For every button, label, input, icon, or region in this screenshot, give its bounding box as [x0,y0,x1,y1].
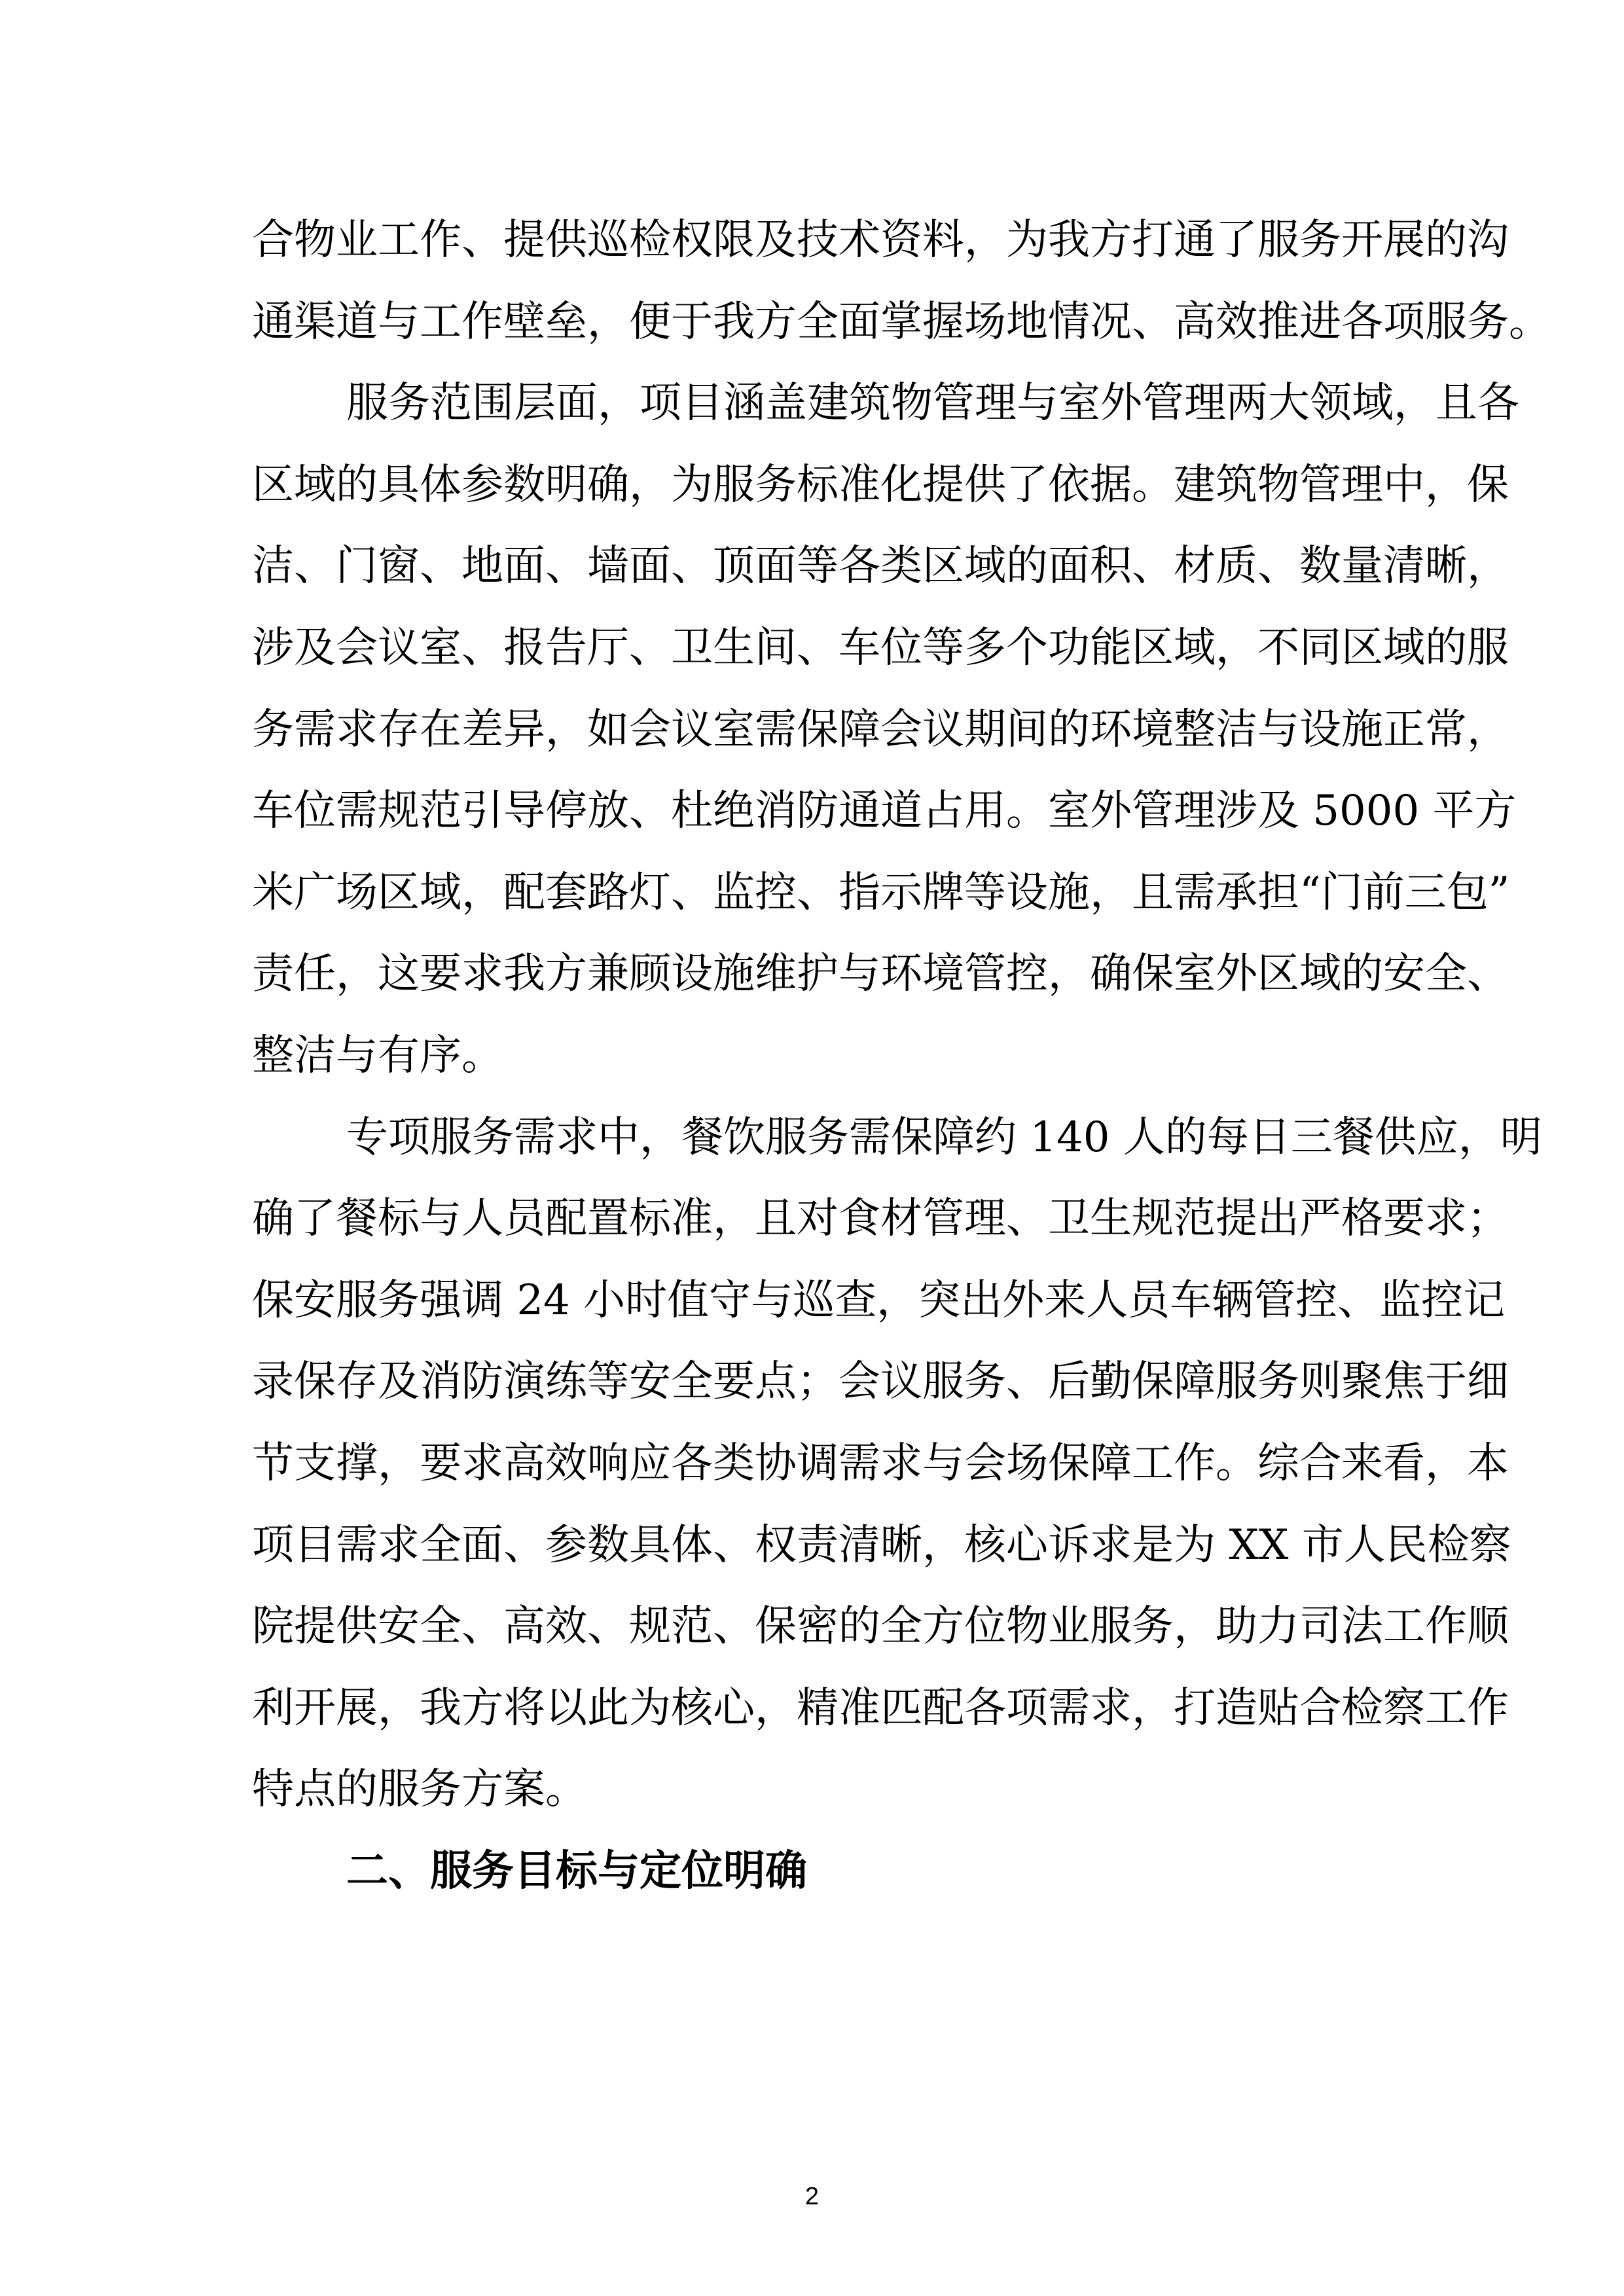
text-line: 项目需求全面、参数具体、权责清晰，核心诉求是为 XX 市人民检察 [252,1520,1511,1570]
text-line: 车位需规范引导停放、杜绝消防通道占用。室外管理涉及 5000 平方 [252,787,1517,836]
text-line: 通渠道与工作壁垒，便于我方全面掌握场地情况、高效推进各项服务。 [252,297,1551,346]
text-line: 责任，这要求我方兼顾设施维护与环境管控，确保室外区域的安全、 [252,950,1509,999]
text-line: 整洁与有序。 [252,1031,503,1080]
text-line: 米广场区域，配套路灯、监控、指示牌等设施，且需承担“门前三包” [252,868,1510,917]
section-heading: 二、服务目标与定位明确 [346,1846,807,1895]
text-line: 专项服务需求中，餐饮服务需保障约 140 人的每日三餐供应，明 [346,1113,1542,1162]
text-line: 院提供安全、高效、规范、保密的全方位物业服务，助力司法工作顺 [252,1602,1509,1651]
paragraph [252,363,1519,1096]
text-line: 合物业工作、提供巡检权限及技术资料，为我方打通了服务开展的沟 [252,216,1509,264]
text-line: 务需求存在差异，如会议室需保障会议期间的环境整洁与设施正常， [252,705,1509,754]
text-line: 保安服务强调 24 小时值守与巡查，突出外来人员车辆管控、监控记 [252,1276,1506,1325]
text-line: 洁、门窗、地面、墙面、顶面等各类区域的面积、材质、数量清晰， [252,542,1509,591]
document-body [252,200,1551,1912]
text-line: 利开展，我方将以此为核心，精准匹配各项需求，打造贴合检察工作 [252,1683,1509,1732]
text-line: 节支撑，要求高效响应各类协调需求与会场保障工作。综合来看，本 [252,1439,1509,1488]
text-line: 涉及会议室、报告厅、卫生间、车位等多个功能区域，不同区域的服 [252,623,1509,672]
text-line: 确了餐标与人员配置标准，且对食材管理、卫生规范提出严格要求； [252,1194,1509,1244]
text-line: 服务范围层面，项目涵盖建筑物管理与室外管理两大领域，且各 [346,379,1519,428]
text-line: 特点的服务方案。 [252,1765,587,1814]
text-line: 录保存及消防演练等安全要点；会议服务、后勤保障服务则聚焦于细 [252,1357,1509,1407]
paragraph [252,1097,1542,1831]
text-line: 区域的具体参数明确，为服务标准化提供了依据。建筑物管理中，保 [252,460,1509,509]
page-number: 2 [804,2183,820,2210]
paragraph [252,200,1551,363]
